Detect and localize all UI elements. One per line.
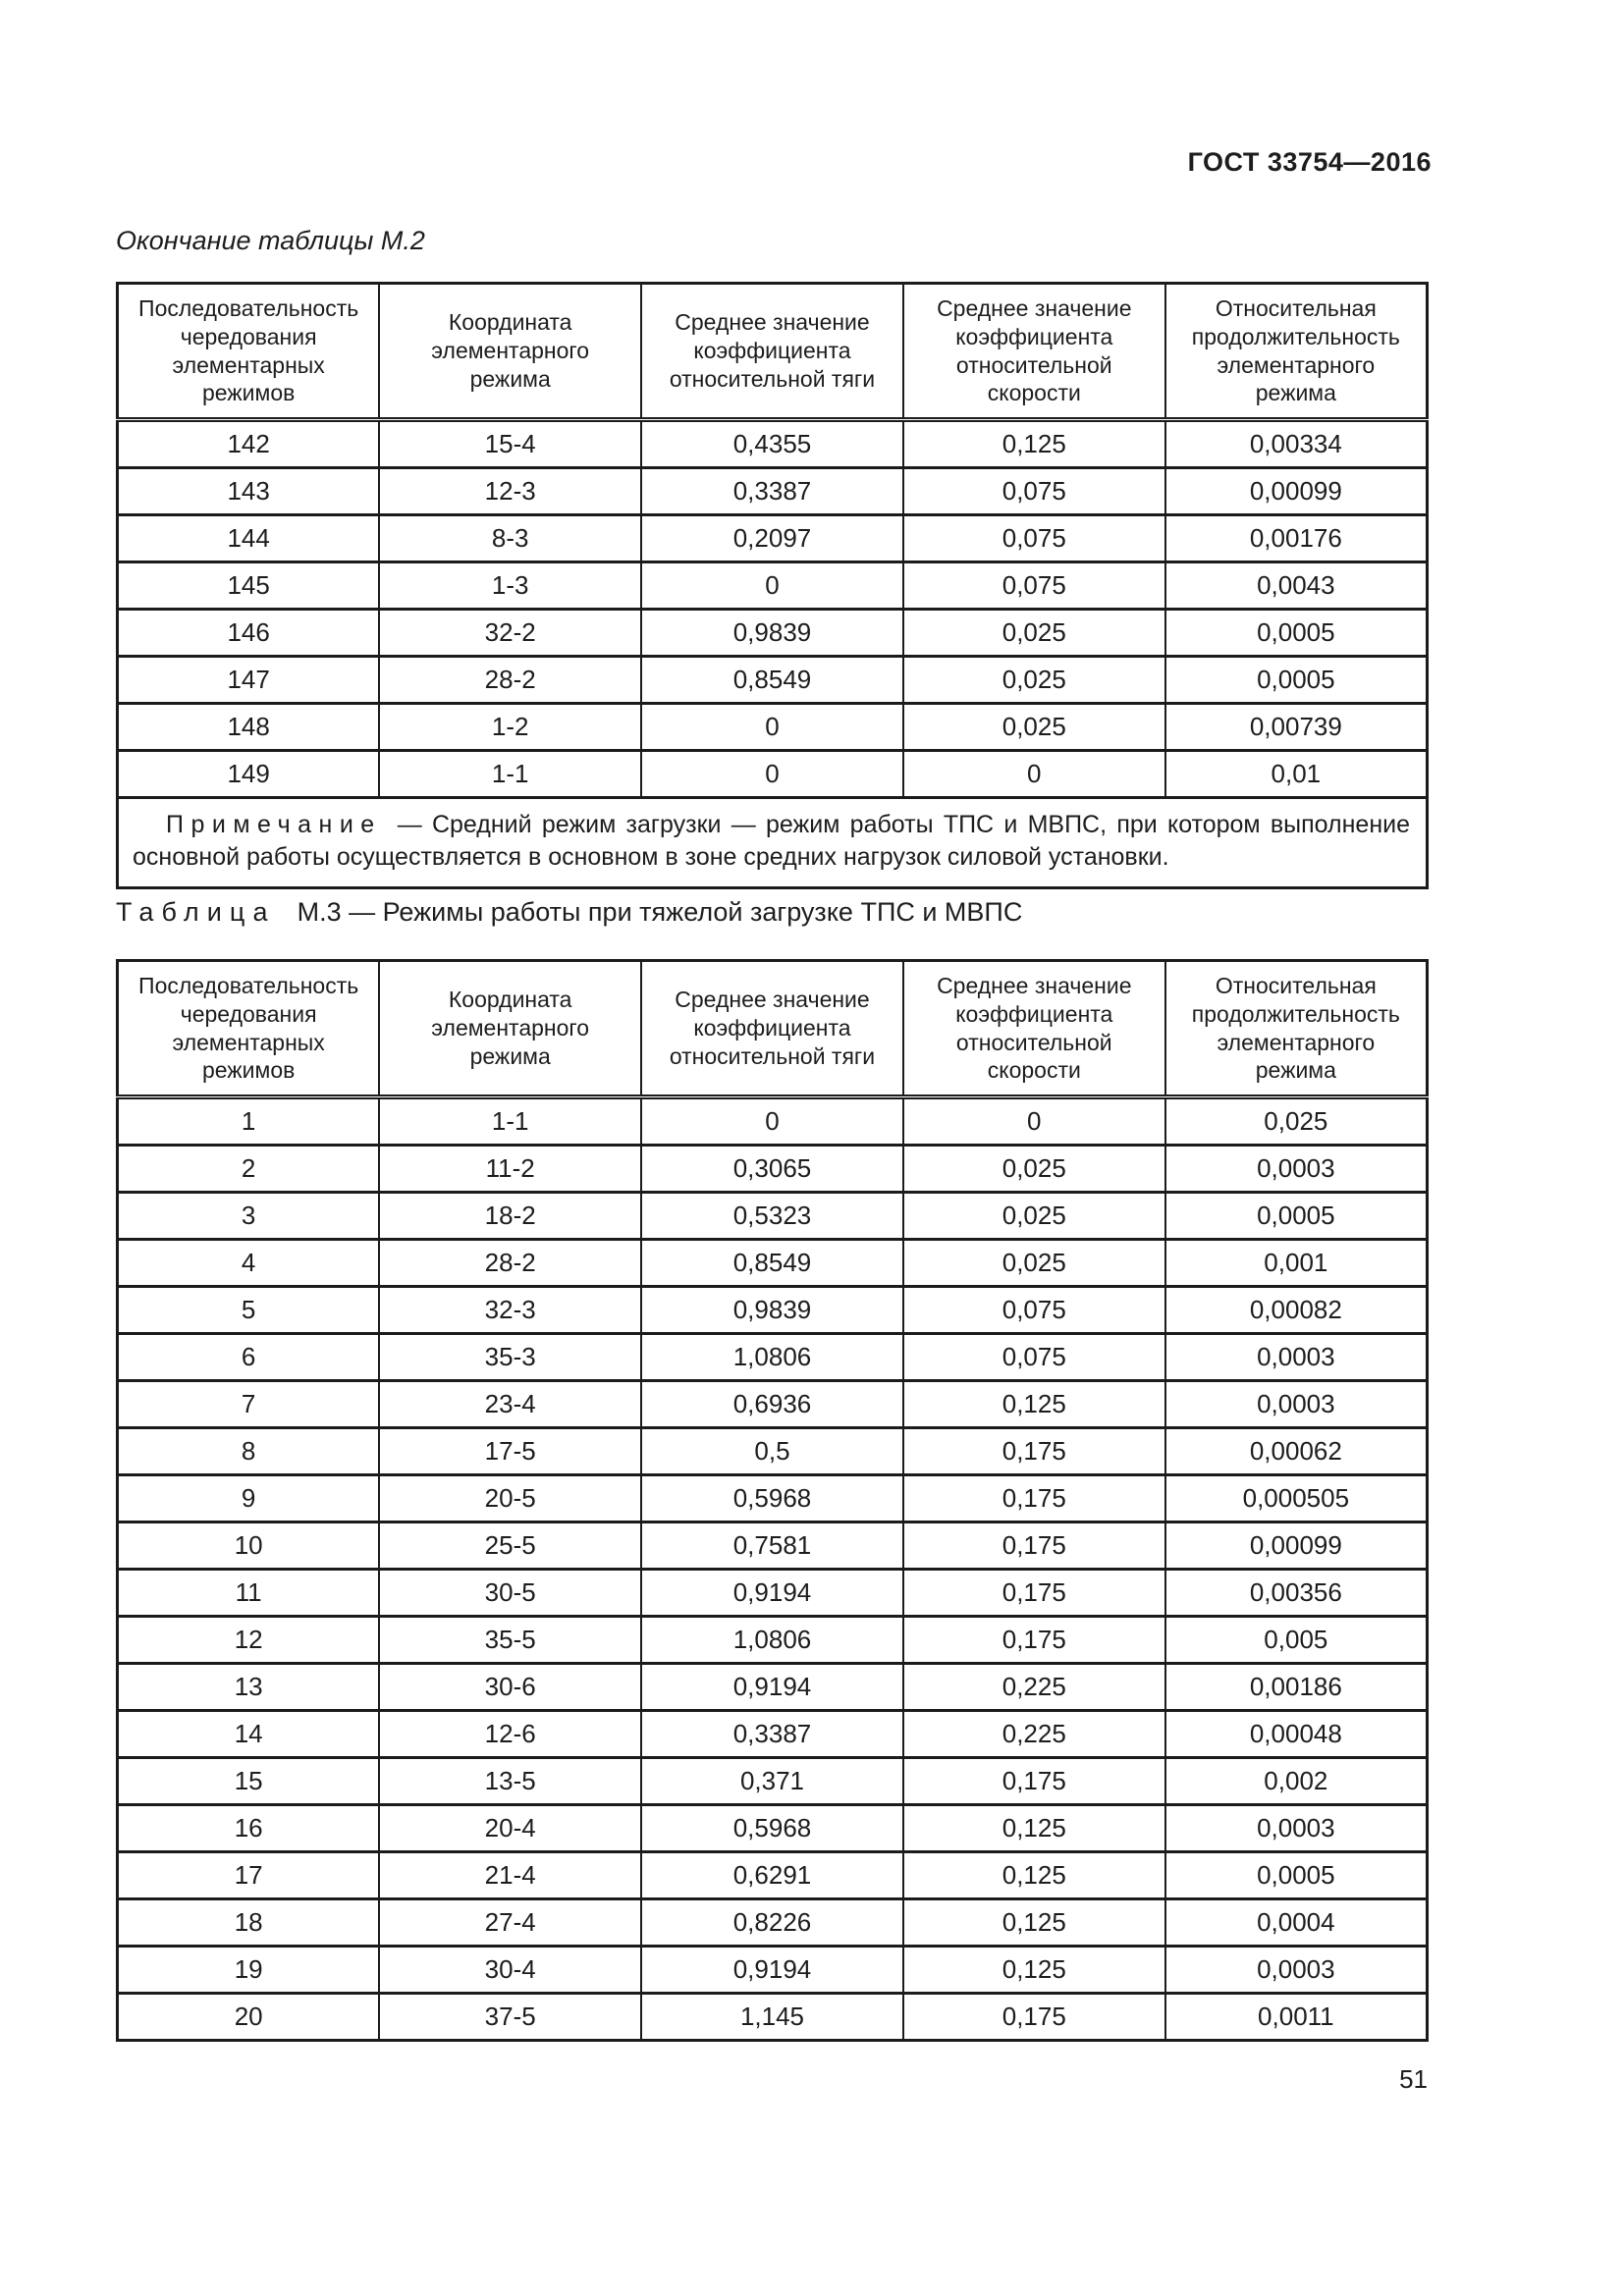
table-header-row [118,284,1428,420]
table-cell: 27-4 [379,1899,641,1947]
table-cell: 0,075 [903,468,1165,515]
table-cell: 0,0005 [1165,657,1428,704]
table-cell: 0,175 [903,1522,1165,1570]
table-cell: 0,0003 [1165,1805,1428,1852]
table-cell: 147 [118,657,380,704]
table-m3-caption-text: М.3 — Режимы работы при тяжелой загрузке ТПС и МВПС [297,897,1023,927]
table-cell: 10 [118,1522,380,1570]
table-cell: 0,01 [1165,751,1428,798]
table-cell: 0,000505 [1165,1475,1428,1522]
table-cell: 0,075 [903,515,1165,562]
table-cell: 0,001 [1165,1240,1428,1287]
table-cell: 0,025 [903,1193,1165,1240]
table-cell: 17-5 [379,1428,641,1475]
column-header-cell: Последовательность чередования элементарных режимов [118,284,380,420]
table-cell: 30-6 [379,1664,641,1711]
table-cell: 0,175 [903,1758,1165,1805]
table-cell: 1-1 [379,751,641,798]
table-m3-caption [116,897,1022,928]
table-cell: 12 [118,1617,380,1664]
table-row [118,1617,1428,1664]
table-cell: 20-5 [379,1475,641,1522]
table-cell: 0,125 [903,1852,1165,1899]
table-cell: 149 [118,751,380,798]
table-m2-note-section [118,798,1428,888]
table-row [118,1522,1428,1570]
table-cell: 6 [118,1334,380,1381]
table-cell: 14 [118,1711,380,1758]
table-cell: 8-3 [379,515,641,562]
table-row [118,562,1428,610]
table-cell: 0,9194 [641,1570,903,1617]
table-cell: 15 [118,1758,380,1805]
table-cell: 18 [118,1899,380,1947]
table-row [118,468,1428,515]
table-cell: 0,025 [1165,1097,1428,1146]
table-cell: 12-6 [379,1711,641,1758]
table-cell: 145 [118,562,380,610]
table-cell: 0,005 [1165,1617,1428,1664]
table-cell: 20 [118,1994,380,2041]
table-m2-body [118,420,1428,798]
table-cell: 0,175 [903,1994,1165,2041]
table-cell: 2 [118,1146,380,1193]
table-cell: 11 [118,1570,380,1617]
table-cell: 0,00062 [1165,1428,1428,1475]
table-cell: 7 [118,1381,380,1428]
table-m3-caption-label: Таблица [116,897,276,927]
table-cell: 0,0003 [1165,1146,1428,1193]
table-row [118,1240,1428,1287]
table-cell: 142 [118,420,380,468]
table-row [118,1899,1428,1947]
table-cell: 35-3 [379,1334,641,1381]
table-cell: 0,5968 [641,1805,903,1852]
table-cell: 0,371 [641,1758,903,1805]
table-cell: 0,00082 [1165,1287,1428,1334]
table-cell: 0,00099 [1165,1522,1428,1570]
table-row [118,1381,1428,1428]
table-row [118,657,1428,704]
table-row [118,1570,1428,1617]
table-cell: 0,8226 [641,1899,903,1947]
table-row [118,420,1428,468]
column-header-cell: Относительная продолжительность элементарного режима [1165,284,1428,420]
table-cell: 0 [641,704,903,751]
table-cell: 0,7581 [641,1522,903,1570]
table-cell: 25-5 [379,1522,641,1570]
table-cell: 13-5 [379,1758,641,1805]
table-cell: 0,225 [903,1664,1165,1711]
table-m2-end [116,282,1429,889]
table-header-row [118,961,1428,1097]
table-row [118,610,1428,657]
table-row [118,1097,1428,1146]
table-m3-body [118,1097,1428,2041]
table-cell: 15-4 [379,420,641,468]
table-cell: 1,145 [641,1994,903,2041]
table-cell: 146 [118,610,380,657]
table-cell: 0 [903,751,1165,798]
table-cell: 0,002 [1165,1758,1428,1805]
table-cell: 0,4355 [641,420,903,468]
table-cell: 0,0005 [1165,610,1428,657]
table-cell: 0,075 [903,562,1165,610]
note-label: Примечание [166,811,382,838]
table-row [118,1994,1428,2041]
table-cell: 17 [118,1852,380,1899]
table-cell: 0,0003 [1165,1947,1428,1994]
table-cell: 37-5 [379,1994,641,2041]
table-m2-header [118,284,1428,420]
table-cell: 0,0005 [1165,1193,1428,1240]
table-cell: 0,9194 [641,1947,903,1994]
table-cell: 20-4 [379,1805,641,1852]
table-cell: 0,0005 [1165,1852,1428,1899]
table-cell: 8 [118,1428,380,1475]
table-cell: 0,0043 [1165,562,1428,610]
table-row [118,1428,1428,1475]
column-header-cell: Среднее значение коэффициента относительной скорости [903,961,1165,1097]
table-cell: 0,00334 [1165,420,1428,468]
table-cell: 0,175 [903,1475,1165,1522]
table-cell: 0,025 [903,610,1165,657]
table-cell: 0,00176 [1165,515,1428,562]
table-cell: 0,175 [903,1570,1165,1617]
table-cell: 0,9839 [641,1287,903,1334]
table-cell: 0,125 [903,1947,1165,1994]
table-cell: 0,025 [903,657,1165,704]
table-cell: 0 [641,1097,903,1146]
table-cell: 0,025 [903,1240,1165,1287]
table-cell: 32-2 [379,610,641,657]
table-row [118,1664,1428,1711]
table-cell: 0,125 [903,420,1165,468]
table-cell: 0,00048 [1165,1711,1428,1758]
table-cell: 0,00099 [1165,468,1428,515]
table-cell: 0,075 [903,1287,1165,1334]
table-cell: 1,0806 [641,1334,903,1381]
table-cell: 1-1 [379,1097,641,1146]
table-cell: 0,0003 [1165,1381,1428,1428]
table-cell: 0,8549 [641,1240,903,1287]
table-cell: 0,2097 [641,515,903,562]
column-header-cell: Среднее значение коэффициента относительной скорости [903,284,1165,420]
table-cell: 143 [118,468,380,515]
table-row [118,1193,1428,1240]
table-cell: 5 [118,1287,380,1334]
column-header-cell: Последовательность чередования элементарных режимов [118,961,380,1097]
table-cell: 0,3065 [641,1146,903,1193]
table-row [118,1287,1428,1334]
table-cell: 0,125 [903,1805,1165,1852]
table-cell: 4 [118,1240,380,1287]
table-cell: 0,3387 [641,468,903,515]
table-cell: 3 [118,1193,380,1240]
table-cell: 1,0806 [641,1617,903,1664]
table-cell: 0,175 [903,1428,1165,1475]
table-cell: 0,0003 [1165,1334,1428,1381]
table-cell: 0,225 [903,1711,1165,1758]
table-cell: 30-5 [379,1570,641,1617]
table-row [118,1805,1428,1852]
note-cell [118,798,1428,888]
table-cell: 0,8549 [641,657,903,704]
column-header-cell: Координата элементарного режима [379,961,641,1097]
table-cell: 0,6291 [641,1852,903,1899]
table-cell: 16 [118,1805,380,1852]
table-cell: 0,5 [641,1428,903,1475]
table-cell: 11-2 [379,1146,641,1193]
table-cell: 35-5 [379,1617,641,1664]
table-cell: 144 [118,515,380,562]
table-cell: 0,5968 [641,1475,903,1522]
table-cell: 0,175 [903,1617,1165,1664]
table-cell: 1 [118,1097,380,1146]
table-cell: 0,075 [903,1334,1165,1381]
table-cell: 0,125 [903,1381,1165,1428]
column-header-cell: Относительная продолжительность элементарного режима [1165,961,1428,1097]
note-row [118,798,1428,888]
table-row [118,1475,1428,1522]
note-text: — Средний режим загрузки — режим работы ТПС и МВПС, при котором выполнение основной работы осуществляется в основном в зоне средних нагрузок силовой установки. [133,811,1410,871]
table-cell: 0,9839 [641,610,903,657]
table-cell: 0,9194 [641,1664,903,1711]
table-cell: 0,00356 [1165,1570,1428,1617]
table-cell: 0,025 [903,1146,1165,1193]
table-m3-header [118,961,1428,1097]
table-row [118,515,1428,562]
table-row [118,1146,1428,1193]
table-cell: 1-2 [379,704,641,751]
table-cell: 13 [118,1664,380,1711]
document-code: ГОСТ 33754—2016 [1187,147,1432,177]
table-cell: 1-3 [379,562,641,610]
table-row [118,1711,1428,1758]
table-cell: 0,5323 [641,1193,903,1240]
table-cell: 0,025 [903,704,1165,751]
table-cell: 0,00186 [1165,1664,1428,1711]
table-cell: 0,125 [903,1899,1165,1947]
table-cell: 19 [118,1947,380,1994]
table-cell: 30-4 [379,1947,641,1994]
table-cell: 18-2 [379,1193,641,1240]
page-number: 51 [1399,2064,1428,2094]
table-row [118,1758,1428,1805]
table-m3 [116,959,1429,2042]
column-header-cell: Среднее значение коэффициента относительной тяги [641,961,903,1097]
table-row [118,1852,1428,1899]
column-header-cell: Координата элементарного режима [379,284,641,420]
table-cell: 12-3 [379,468,641,515]
table-cell: 0 [641,751,903,798]
table-cell: 0 [641,562,903,610]
table-cell: 0 [903,1097,1165,1146]
table-row [118,1947,1428,1994]
table-row [118,704,1428,751]
table-cell: 148 [118,704,380,751]
table-cell: 28-2 [379,1240,641,1287]
table-cell: 0,6936 [641,1381,903,1428]
table-cell: 0,3387 [641,1711,903,1758]
table-cell: 21-4 [379,1852,641,1899]
table-cell: 28-2 [379,657,641,704]
table-row [118,751,1428,798]
table-cell: 32-3 [379,1287,641,1334]
table-row [118,1334,1428,1381]
table-cell: 23-4 [379,1381,641,1428]
table-cell: 0,00739 [1165,704,1428,751]
table-cell: 9 [118,1475,380,1522]
column-header-cell: Среднее значение коэффициента относительной тяги [641,284,903,420]
table-cell: 0,0011 [1165,1994,1428,2041]
table-m2-continuation-caption: Окончание таблицы М.2 [116,226,425,255]
table-cell: 0,0004 [1165,1899,1428,1947]
